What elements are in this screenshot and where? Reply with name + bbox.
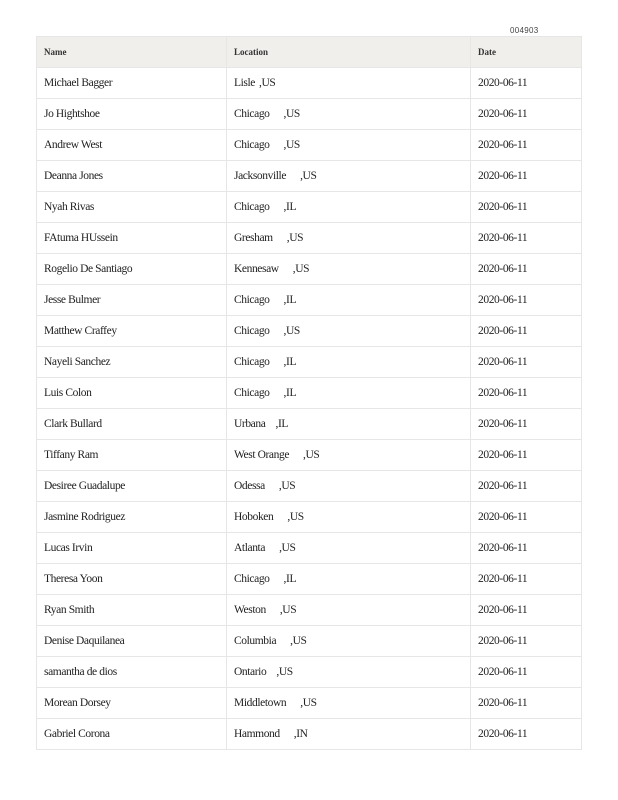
location-city: Urbana	[234, 418, 266, 430]
cell-name: Clark Bullard	[37, 409, 227, 440]
cell-date: 2020-06-11	[471, 285, 582, 316]
cell-date: 2020-06-11	[471, 471, 582, 502]
cell-date: 2020-06-11	[471, 316, 582, 347]
cell-date: 2020-06-11	[471, 223, 582, 254]
cell-location	[227, 533, 471, 564]
location-region: IL	[286, 387, 297, 399]
location-region: US	[286, 108, 300, 120]
table-row	[37, 316, 582, 347]
cell-name: Matthew Craffey	[37, 316, 227, 347]
table-row	[37, 130, 582, 161]
table-row	[37, 595, 582, 626]
table-row	[37, 161, 582, 192]
table-row	[37, 688, 582, 719]
location-city: Chicago	[234, 325, 270, 337]
location-separator: ,	[292, 263, 296, 275]
cell-date: 2020-06-11	[471, 99, 582, 130]
table-row	[37, 254, 582, 285]
cell-name: Gabriel Corona	[37, 719, 227, 750]
location-region: IL	[286, 356, 297, 368]
cell-name: Jesse Bulmer	[37, 285, 227, 316]
location-separator: ,	[283, 108, 287, 120]
cell-name: samantha de dios	[37, 657, 227, 688]
table-row	[37, 502, 582, 533]
cell-name: Desiree Guadalupe	[37, 471, 227, 502]
column-header-location: Location	[227, 37, 471, 68]
location-city: Gresham	[234, 232, 273, 244]
location-separator: ,	[300, 697, 303, 709]
table-row	[37, 657, 582, 688]
cell-name: Jo Hightshoe	[37, 99, 227, 130]
location-region: US	[286, 139, 300, 151]
cell-name: Jasmine Rodriguez	[37, 502, 227, 533]
location-separator: ,	[278, 480, 282, 492]
cell-date: 2020-06-11	[471, 564, 582, 595]
location-separator: ,	[283, 387, 287, 399]
location-city: Chicago	[234, 573, 270, 585]
cell-location	[227, 688, 471, 719]
document-id: 004903	[510, 26, 539, 35]
cell-date: 2020-06-11	[471, 68, 582, 99]
cell-name: Michael Bagger	[37, 68, 227, 99]
location-city: Hammond	[234, 728, 280, 740]
location-separator: ,	[275, 418, 278, 430]
cell-location	[227, 161, 471, 192]
location-separator: ,	[286, 232, 290, 244]
location-city: West Orange	[234, 449, 290, 461]
cell-location	[227, 223, 471, 254]
table-row	[37, 409, 582, 440]
location-region: IL	[286, 294, 297, 306]
cell-date: 2020-06-11	[471, 688, 582, 719]
table-row	[37, 533, 582, 564]
table-row	[37, 223, 582, 254]
cell-date: 2020-06-11	[471, 378, 582, 409]
table-row	[37, 68, 582, 99]
cell-date: 2020-06-11	[471, 595, 582, 626]
cell-location	[227, 130, 471, 161]
location-separator: ,	[283, 573, 287, 585]
cell-location	[227, 68, 471, 99]
location-city: Columbia	[234, 635, 277, 647]
location-region: US	[278, 666, 293, 678]
location-separator: ,	[293, 728, 297, 740]
location-region: US	[281, 480, 296, 492]
table-row	[37, 440, 582, 471]
cell-date: 2020-06-11	[471, 409, 582, 440]
cell-name: Tiffany Ram	[37, 440, 227, 471]
location-city: Kennesaw	[234, 263, 279, 275]
cell-date: 2020-06-11	[471, 161, 582, 192]
cell-location	[227, 285, 471, 316]
cell-name: FAtuma HUssein	[37, 223, 227, 254]
cell-location	[227, 440, 471, 471]
location-city: Chicago	[234, 356, 270, 368]
cell-name: Andrew West	[37, 130, 227, 161]
location-separator: ,	[300, 170, 303, 182]
location-region: US	[286, 325, 300, 337]
cell-name: Deanna Jones	[37, 161, 227, 192]
location-separator: ,	[303, 449, 306, 461]
table-row	[37, 626, 582, 657]
location-city: Ontario	[234, 666, 267, 678]
location-separator: ,	[279, 542, 282, 554]
table-row	[37, 564, 582, 595]
location-region: IN	[296, 728, 308, 740]
location-city: Chicago	[234, 108, 270, 120]
table-row	[37, 378, 582, 409]
location-region: US	[261, 77, 276, 89]
location-separator: ,	[283, 356, 287, 368]
cell-name: Rogelio De Santiago	[37, 254, 227, 285]
location-separator: ,	[283, 325, 287, 337]
location-region: IL	[286, 573, 297, 585]
cell-location	[227, 254, 471, 285]
table-header-row	[37, 37, 582, 68]
location-separator: ,	[279, 604, 283, 616]
cell-location	[227, 719, 471, 750]
cell-name: Lucas Irvin	[37, 533, 227, 564]
location-city: Chicago	[234, 294, 270, 306]
table-row	[37, 99, 582, 130]
location-city: Weston	[234, 604, 266, 616]
location-region: US	[295, 263, 310, 275]
location-city: Odessa	[234, 480, 265, 492]
location-city: Chicago	[234, 387, 270, 399]
cell-name: Theresa Yoon	[37, 564, 227, 595]
location-region: US	[302, 170, 317, 182]
location-separator: ,	[276, 666, 279, 678]
location-city: Atlanta	[234, 542, 266, 554]
location-region: US	[281, 542, 296, 554]
location-region: US	[289, 511, 304, 523]
cell-location	[227, 471, 471, 502]
table-row	[37, 719, 582, 750]
location-region: US	[305, 449, 320, 461]
records-table	[36, 36, 582, 750]
cell-location	[227, 657, 471, 688]
table-row	[37, 471, 582, 502]
cell-name: Ryan Smith	[37, 595, 227, 626]
location-region: US	[289, 232, 304, 244]
cell-name: Denise Daquilanea	[37, 626, 227, 657]
cell-date: 2020-06-11	[471, 440, 582, 471]
cell-date: 2020-06-11	[471, 657, 582, 688]
location-separator: ,	[259, 77, 262, 89]
cell-date: 2020-06-11	[471, 192, 582, 223]
cell-date: 2020-06-11	[471, 626, 582, 657]
cell-name: Nyah Rivas	[37, 192, 227, 223]
location-region: US	[302, 697, 317, 709]
cell-location	[227, 409, 471, 440]
location-region: US	[282, 604, 297, 616]
location-city: Jacksonville	[234, 170, 287, 182]
cell-date: 2020-06-11	[471, 719, 582, 750]
table-row	[37, 347, 582, 378]
cell-location	[227, 378, 471, 409]
cell-location	[227, 99, 471, 130]
location-separator: ,	[290, 635, 293, 647]
location-region: US	[292, 635, 307, 647]
location-separator: ,	[283, 294, 287, 306]
column-header-name: Name	[37, 37, 227, 68]
cell-location	[227, 626, 471, 657]
location-separator: ,	[287, 511, 290, 523]
location-region: IL	[277, 418, 288, 430]
location-city: Middletown	[234, 697, 287, 709]
cell-date: 2020-06-11	[471, 347, 582, 378]
cell-location	[227, 595, 471, 626]
location-separator: ,	[283, 201, 287, 213]
cell-location	[227, 192, 471, 223]
location-city: Lisle	[234, 77, 255, 89]
location-region: IL	[286, 201, 297, 213]
cell-date: 2020-06-11	[471, 254, 582, 285]
cell-location	[227, 316, 471, 347]
location-city: Chicago	[234, 201, 270, 213]
cell-location	[227, 564, 471, 595]
cell-location	[227, 347, 471, 378]
location-city: Chicago	[234, 139, 270, 151]
table-row	[37, 285, 582, 316]
cell-name: Morean Dorsey	[37, 688, 227, 719]
cell-name: Luis Colon	[37, 378, 227, 409]
table-row	[37, 192, 582, 223]
location-city: Hoboken	[234, 511, 274, 523]
cell-name: Nayeli Sanchez	[37, 347, 227, 378]
location-separator: ,	[283, 139, 287, 151]
cell-location	[227, 502, 471, 533]
cell-date: 2020-06-11	[471, 502, 582, 533]
cell-date: 2020-06-11	[471, 130, 582, 161]
cell-date: 2020-06-11	[471, 533, 582, 564]
column-header-date: Date	[471, 37, 582, 68]
